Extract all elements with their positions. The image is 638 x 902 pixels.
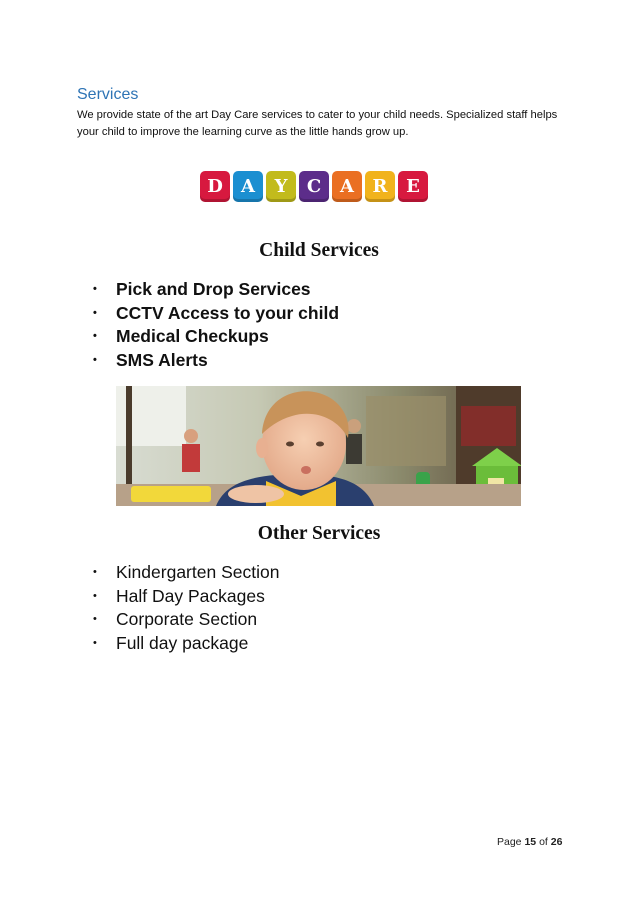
bullet-icon: • <box>93 613 97 625</box>
section-heading: Services <box>77 86 139 103</box>
daycare-logo <box>200 171 428 202</box>
list-item: • SMS Alerts <box>93 349 339 373</box>
page-number: Page 15 of 26 <box>497 836 563 848</box>
bullet-icon: • <box>93 306 97 319</box>
other-services-title: Other Services <box>257 523 381 544</box>
list-item: • Pick and Drop Services <box>93 278 339 302</box>
bullet-icon: • <box>93 283 97 295</box>
bullet-icon: • <box>93 353 97 366</box>
bullet-icon: • <box>93 589 97 602</box>
logo-tile: C <box>299 171 329 202</box>
child-services-title: Child Services <box>259 240 379 261</box>
bullet-icon: • <box>93 636 97 649</box>
list-item: • Kindergarten Section <box>93 561 279 585</box>
list-item: • Full day package <box>93 632 279 656</box>
logo-tile: E <box>398 171 428 202</box>
bullet-icon: • <box>93 330 97 342</box>
other-services-list <box>93 561 279 655</box>
list-item: • Medical Checkups <box>93 325 339 349</box>
list-item: • Corporate Section <box>93 608 279 632</box>
bullet-icon: • <box>93 566 97 578</box>
list-item: • CCTV Access to your child <box>93 302 339 326</box>
logo-tile: R <box>365 171 395 202</box>
child-playing-photo <box>116 386 521 506</box>
list-item: • Half Day Packages <box>93 585 279 609</box>
logo-tile: D <box>200 171 230 202</box>
logo-tile: A <box>233 171 263 202</box>
logo-tile: Y <box>266 171 296 202</box>
logo-tile: A <box>332 171 362 202</box>
child-services-list <box>93 278 339 372</box>
intro-paragraph: We provide state of the art Day Care services to cater to your child needs. Specialized staff helps your child to improve the learning curve as the little hands grow up. <box>77 109 558 138</box>
